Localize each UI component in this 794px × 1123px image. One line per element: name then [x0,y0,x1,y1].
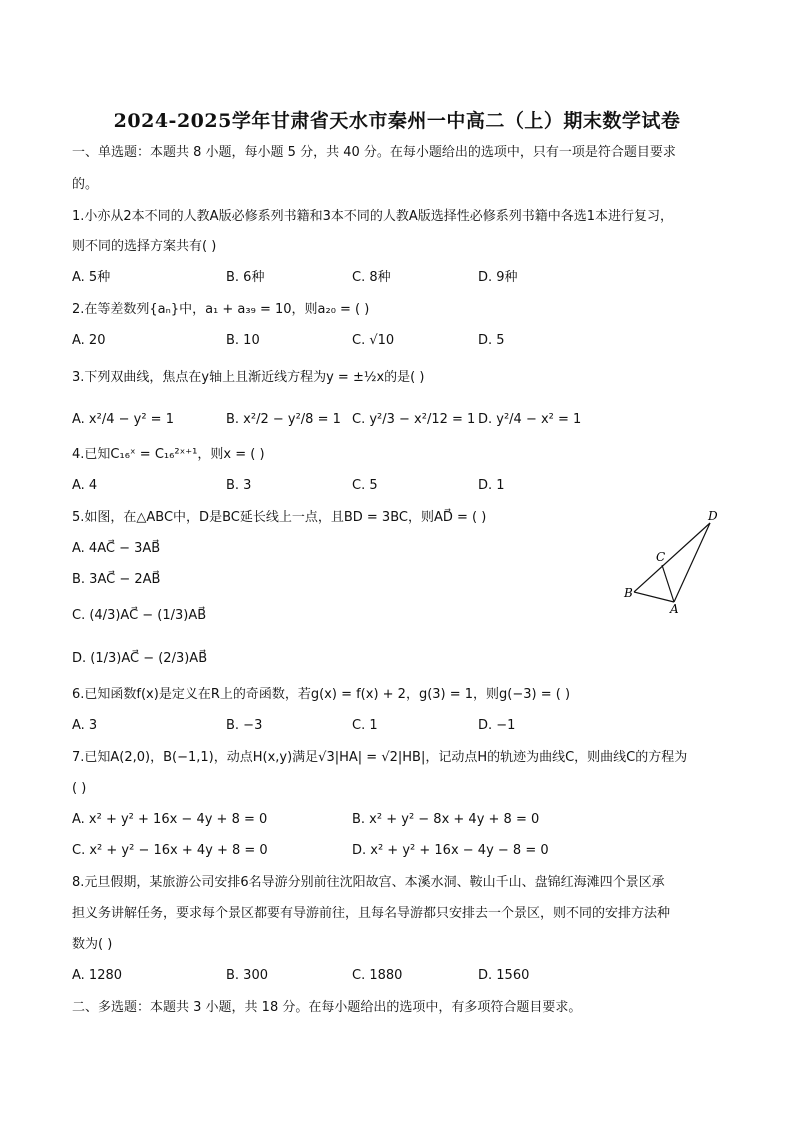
exam-title: 2024-2025学年甘肃省天水市秦州一中高二（上）期末数学试卷 [113,110,681,132]
q4-option-c: C. 5 [352,478,378,493]
q2-option-c: C. √10 [352,333,395,348]
section1-heading-cont: 的。 [72,177,99,192]
label-d: D [708,509,718,523]
triangle-figure [612,505,732,615]
q8-option-c: C. 1880 [352,968,403,983]
label-c: C [656,550,666,564]
q3-option-c: C. y²/3 − x²/12 = 1 [352,412,476,427]
q1-option-c: C. 8种 [352,270,391,285]
q1-option-a: A. 5种 [72,270,111,285]
q4-option-a: A. 4 [72,478,98,493]
q1-option-d: D. 9种 [478,270,518,285]
section2-heading: 二、多选题：本题共 3 小题，共 18 分。在每小题给出的选项中，有多项符合题目要求。 [72,1000,582,1015]
q3-option-d: D. y²/4 − x² = 1 [478,412,582,427]
q6-stem: 6.已知函数f(x)是定义在R上的奇函数，若g(x) = f(x) + 2，g(3) = 1，则g(−3) = ( ) [72,687,571,702]
q8-option-d: D. 1560 [478,968,530,983]
q8-option-a: A. 1280 [72,968,123,983]
section1-heading: 一、单选题：本题共 8 小题，每小题 5 分，共 40 分。在每小题给出的选项中，只有一项是符合题目要求 [72,145,676,160]
q6-option-a: A. 3 [72,718,98,733]
q2-option-d: D. 5 [478,333,505,348]
q3-stem: 3.下列双曲线，焦点在y轴上且渐近线方程为y = ±½x的是( ) [72,370,425,385]
q1-stem-cont: 则不同的选择方案共有( ) [72,239,217,254]
q5-option-d: D. (1/3)AC⃗ − (2/3)AB⃗ [72,651,208,666]
q2-option-a: A. 20 [72,333,106,348]
q5-option-a: A. 4AC⃗ − 3AB⃗ [72,541,161,556]
q3-option-a: A. x²/4 − y² = 1 [72,412,174,427]
label-b: B [624,586,633,600]
q7-option-d: D. x² + y² + 16x − 4y − 8 = 0 [352,843,549,858]
q8-stem: 8.元旦假期，某旅游公司安排6名导游分别前往沈阳故宫、本溪水洞、鞍山千山、盘锦红海滩四个景区承 [72,875,665,890]
q1-stem: 1.小亦从2本不同的人教A版必修系列书籍和3本不同的人教A版选择性必修系列书籍中各选1本进行复习， [72,209,674,224]
q7-stem-cont: ( ) [72,781,87,796]
q3-option-b: B. x²/2 − y²/8 = 1 [226,412,341,427]
q5-option-c: C. (4/3)AC⃗ − (1/3)AB⃗ [72,608,207,623]
q2-option-b: B. 10 [226,333,260,348]
q6-option-d: D. −1 [478,718,516,733]
q4-stem: 4.已知C₁₆ˣ = C₁₆²ˣ⁺¹，则x = ( ) [72,447,265,462]
q5-option-b: B. 3AC⃗ − 2AB⃗ [72,572,161,587]
q7-stem: 7.已知A(2,0)，B(−1,1)，动点H(x,y)满足√3|HA| = √2|HB|，记动点H的轨迹为曲线C，则曲线C的方程为 [72,750,688,765]
q2-stem: 2.在等差数列{aₙ}中，a₁ + a₃₉ = 10，则a₂₀ = ( ) [72,302,370,317]
q8-option-b: B. 300 [226,968,268,983]
q8-stem-cont: 担义务讲解任务，要求每个景区都要有导游前往，且每名导游都只安排去一个景区，则不同的安排方法种 [72,906,671,921]
q7-option-a: A. x² + y² + 16x − 4y + 8 = 0 [72,812,268,827]
q7-option-c: C. x² + y² − 16x + 4y + 8 = 0 [72,843,268,858]
q8-stem-cont2: 数为( ) [72,937,113,952]
q6-option-b: B. −3 [226,718,263,733]
q1-option-b: B. 6种 [226,270,265,285]
q4-option-b: B. 3 [226,478,252,493]
q4-option-d: D. 1 [478,478,505,493]
q5-stem: 5.如图，在△ABC中，D是BC延长线上一点，且BD = 3BC，则AD⃗ = ( ) [72,510,487,525]
label-a: A [670,602,679,615]
q7-option-b: B. x² + y² − 8x + 4y + 8 = 0 [352,812,540,827]
q6-option-c: C. 1 [352,718,378,733]
